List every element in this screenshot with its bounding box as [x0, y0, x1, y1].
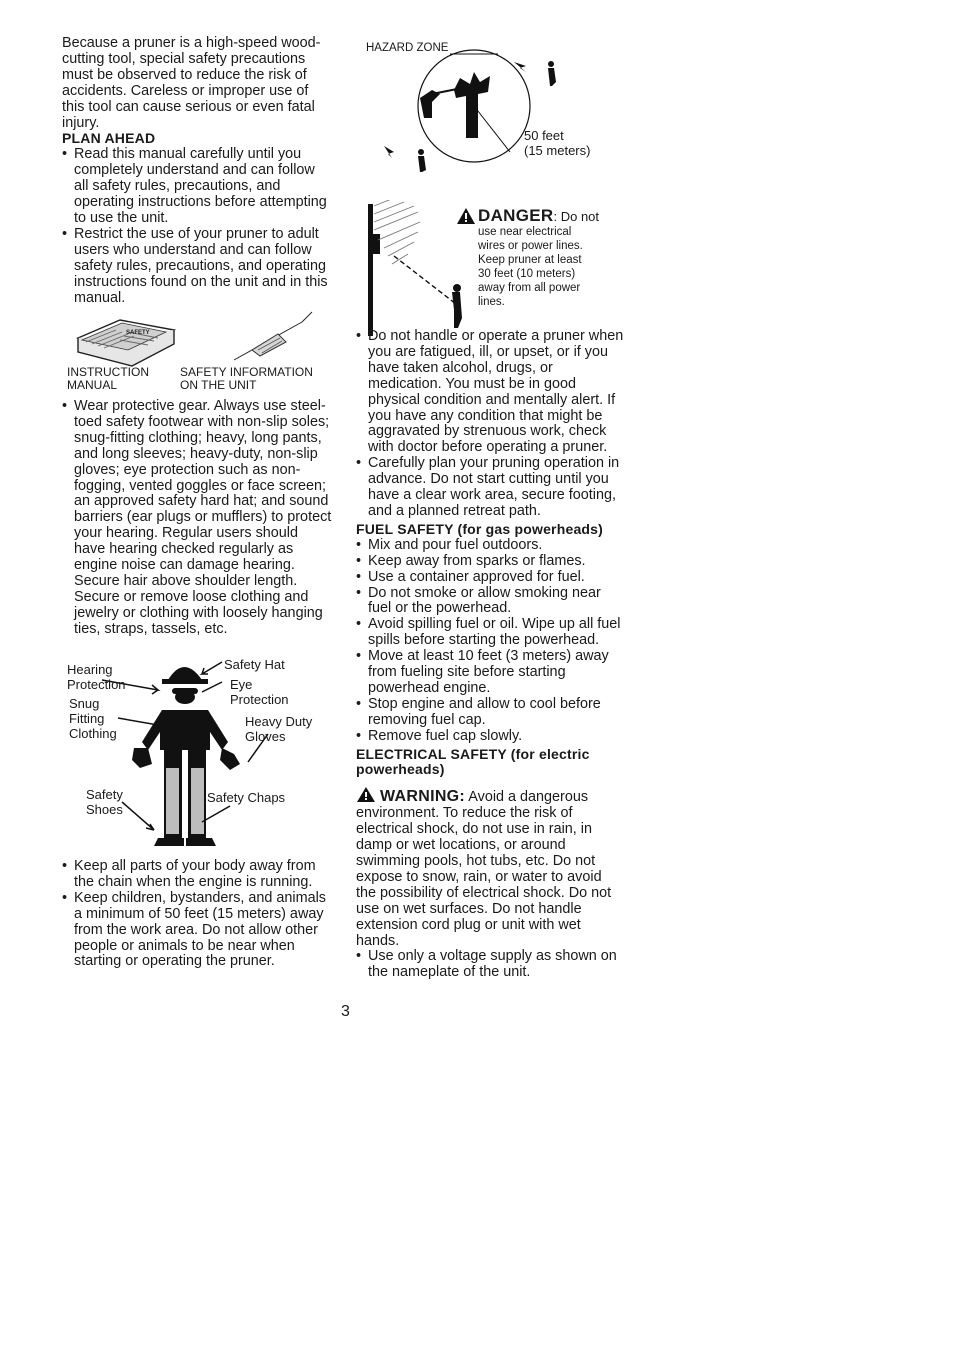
plan-ahead-list	[62, 147, 332, 306]
snug-clothing-label: Snug Fitting Clothing	[69, 696, 117, 741]
danger-text-first: : Do not	[553, 209, 600, 224]
danger-word: DANGER	[478, 206, 554, 225]
instruction-manual-icon	[78, 320, 174, 366]
warning-word: WARNING:	[380, 788, 466, 806]
manual-illustration	[62, 308, 332, 370]
right-glove-icon	[220, 748, 240, 770]
tree-icon	[454, 72, 490, 138]
list-item: • Keep children, bystanders, and animals a minimum of 50 feet (15 meters) away from the work area. Do not allow other people or animals to be near when starting or operating the pruner.	[62, 891, 332, 971]
safety-shoes-icon	[154, 838, 184, 846]
bystander-list	[62, 859, 332, 970]
manual-caption: INSTRUCTION MANUAL	[67, 365, 149, 392]
hearing-protection-label: Hearing Protection	[67, 662, 126, 692]
danger-text: use near electrical wires or power lines. Keep pruner at least 30 feet (10 meters) away from all power lines.	[478, 226, 583, 308]
list-item: • Wear protective gear. Always use steel-toed safety footwear with non-slip soles; snug-fitting clothing; heavy, long pants, and long sleeves; heavy-duty, non-slip gloves; eye protection such as non-fogging, vented goggles or face screen; an approved safety hard hat; and sound barriers (ear plugs or mufflers) to protect your hearing. Regular users should have hearing checked regularly as engine noise can damage hearing. Secure hair above shoulder length. Secure or remove loose clothing and jewelry or clothing with loosely hanging ties, straps, tassels, etc.	[62, 399, 332, 638]
warning-paragraph	[356, 786, 624, 949]
list-item: • Restrict the use of your pruner to adult users who understand and can follow safety rules, precautions, and operating instructions found on the unit and in this manual.	[62, 227, 332, 307]
fuel-safety-list	[356, 538, 624, 745]
left-column	[62, 36, 332, 306]
eye-protection-label: Eye Protection	[230, 677, 289, 707]
list-item: • Stop engine and allow to cool before removing fuel cap.	[356, 697, 624, 729]
heavy-duty-gloves-label: Heavy Duty Gloves	[245, 714, 313, 744]
page-number: 3	[341, 1003, 350, 1020]
list-item: • Read this manual carefully until you completely understand and can follow all safety rules, precautions, and operating instructions before attempting to use the unit.	[62, 147, 332, 227]
list-item: • Avoid spilling fuel or oil. Wipe up all fuel spills before starting the powerhead.	[356, 617, 624, 649]
plan-ahead-heading: PLAN AHEAD	[62, 130, 156, 147]
left-bottom-section	[62, 859, 332, 970]
safety-shoes-label: Safety Shoes	[86, 787, 123, 817]
book-safety-label: SAFETY	[126, 330, 150, 336]
list-item: • Carefully plan your pruning operation in advance. Do not start cutting until you have a clear work area, secure footing, and a planned retreat path.	[356, 456, 624, 520]
safety-info-caption: SAFETY INFORMATION ON THE UNIT	[180, 365, 313, 392]
bystander-icon	[548, 68, 556, 86]
safety-hat-icon	[168, 667, 202, 680]
electrical-safety-list	[356, 949, 624, 981]
list-item: • Keep all parts of your body away from the chain when the engine is running.	[62, 859, 332, 891]
list-item: • Move at least 10 feet (3 meters) away from fueling site before starting powerhead engine.	[356, 649, 624, 697]
warning-text: Avoid a dangerous environment. To reduce the risk of electrical shock, do not use in rain, in damp or wet locations, or around swimming pools, hot tubs, etc. Do not expose to snow, rain, or water to avoid the possibility of electrical shock. Do not use on wet surfaces. Do not handle extension cord plug or unit with wet hands.	[356, 789, 612, 949]
danger-icon	[456, 207, 476, 225]
safety-hat-label: Safety Hat	[224, 657, 285, 672]
intro-paragraph: Because a pruner is a high-speed wood-cutting tool, special safety precautions must be observed to reduce the risk of accidents. Careless or improper use of this tool can cause serious or even fatal injury.	[62, 35, 321, 131]
safety-chaps	[166, 768, 179, 834]
hazard-distance-label: 50 feet (15 meters)	[524, 128, 591, 158]
list-item: • Mix and pour fuel outdoors.	[356, 538, 624, 554]
worker-icon	[420, 90, 440, 118]
worker-icon	[452, 292, 462, 328]
safety-chaps-label: Safety Chaps	[207, 790, 286, 805]
list-item: • Use only a voltage supply as shown on the nameplate of the unit.	[356, 949, 624, 981]
gear-list	[62, 399, 332, 638]
gear-section	[62, 399, 332, 638]
warning-icon	[356, 786, 376, 803]
list-item: • Do not smoke or allow smoking near fuel or the powerhead.	[356, 586, 624, 618]
bird-icon	[514, 62, 526, 72]
danger-heading	[478, 206, 599, 226]
power-line-hatch	[374, 200, 420, 264]
list-item: • Use a container approved for fuel.	[356, 570, 624, 586]
list-item: • Remove fuel cap slowly.	[356, 729, 624, 745]
list-item: • Keep away from sparks or flames.	[356, 554, 624, 570]
hazard-zone-label: HAZARD ZONE	[366, 42, 449, 54]
right-list	[356, 329, 624, 520]
electrical-safety-heading: ELECTRICAL SAFETY (for electric powerheads)	[356, 745, 590, 778]
left-glove-icon	[132, 748, 152, 768]
fuel-safety-heading: FUEL SAFETY (for gas powerheads)	[356, 520, 604, 537]
safety-label-icon	[234, 312, 312, 360]
right-column	[356, 329, 624, 981]
hazard-zone-illustration	[370, 42, 600, 182]
list-item: • Do not handle or operate a pruner when you are fatigued, ill, or upset, or if you have taken alcohol, drugs, or medication. You must be in good physical condition and mentally alert. If you have any condition that might be aggravated by strenuous work, check with doctor before operating a pruner.	[356, 329, 624, 456]
